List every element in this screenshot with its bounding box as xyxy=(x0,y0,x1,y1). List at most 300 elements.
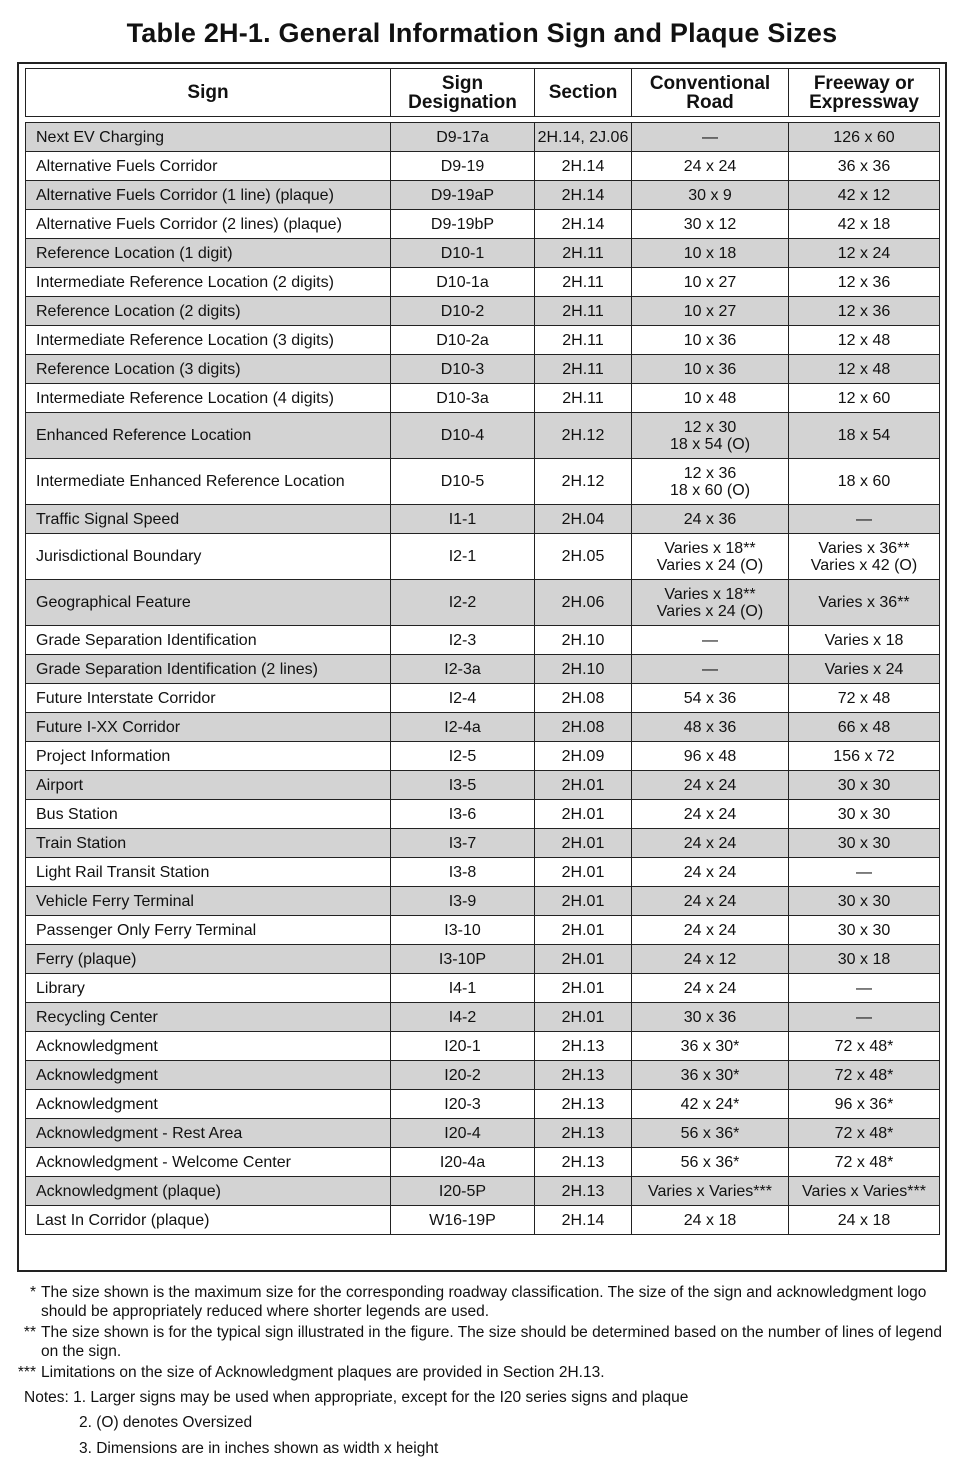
cell-line: 10 x 27 xyxy=(683,302,737,320)
table-row xyxy=(26,829,940,858)
cell-line: 156 x 72 xyxy=(833,747,895,765)
sign-name-cell: Project Information xyxy=(26,742,391,771)
conventional-road-cell xyxy=(632,268,789,297)
sign-designation-cell: D9-19 xyxy=(391,152,535,181)
sign-designation-cell: I2-3a xyxy=(391,655,535,684)
section-cell: 2H.08 xyxy=(535,713,632,742)
table-row xyxy=(26,974,940,1003)
sign-designation-cell: D10-1 xyxy=(391,239,535,268)
cell-line: 36 x 30* xyxy=(680,1066,740,1084)
cell-line: 24 x 24 xyxy=(683,805,737,823)
cell-line: Varies x 36** xyxy=(818,539,910,557)
table-row xyxy=(26,459,940,505)
sign-designation-cell: I2-1 xyxy=(391,534,535,580)
section-cell: 2H.01 xyxy=(535,858,632,887)
cell-line: Varies x Varies*** xyxy=(802,1182,926,1200)
freeway-expressway-cell xyxy=(789,771,940,800)
sign-designation-cell: I3-8 xyxy=(391,858,535,887)
header-label: Sign xyxy=(441,72,484,94)
sign-name-cell: Passenger Only Ferry Terminal xyxy=(26,916,391,945)
table-row xyxy=(26,1119,940,1148)
cell-line: 96 x 36* xyxy=(834,1095,894,1113)
section-cell: 2H.13 xyxy=(535,1090,632,1119)
freeway-expressway-cell xyxy=(789,742,940,771)
table-title: Table 2H-1. General Information Sign and Plaque Sizes xyxy=(126,18,838,48)
cell-line: 56 x 36* xyxy=(680,1124,740,1142)
sign-designation-cell: I2-4a xyxy=(391,713,535,742)
freeway-expressway-cell xyxy=(789,945,940,974)
cell-line: Varies x 36** xyxy=(818,594,910,611)
cell-line: 24 x 24 xyxy=(683,892,737,910)
conventional-road-cell xyxy=(632,210,789,239)
sign-designation-cell: I20-5P xyxy=(391,1177,535,1206)
cell-line: 66 x 48 xyxy=(837,718,891,736)
conventional-road-cell xyxy=(632,626,789,655)
sign-designation-cell: I2-4 xyxy=(391,684,535,713)
header-label: Conventional xyxy=(649,72,771,94)
conventional-road-cell xyxy=(632,459,789,505)
sign-name-cell: Reference Location (1 digit) xyxy=(26,239,391,268)
freeway-expressway-cell xyxy=(789,384,940,413)
sign-name-cell: Acknowledgment xyxy=(26,1061,391,1090)
section-cell: 2H.13 xyxy=(535,1032,632,1061)
table-row xyxy=(26,887,940,916)
cell-line: 24 x 24 xyxy=(683,979,737,997)
sign-name-cell: Grade Separation Identification xyxy=(26,626,391,655)
conventional-road-cell xyxy=(632,1177,789,1206)
sign-name-cell: Bus Station xyxy=(26,800,391,829)
sign-name-cell: Alternative Fuels Corridor (1 line) (plaque) xyxy=(26,181,391,210)
table-row xyxy=(26,534,940,580)
section-cell: 2H.12 xyxy=(535,459,632,505)
sign-name-cell: Reference Location (3 digits) xyxy=(26,355,391,384)
cell-line: 12 x 36 xyxy=(837,302,891,320)
section-cell: 2H.11 xyxy=(535,297,632,326)
table-row xyxy=(26,181,940,210)
sign-designation-cell: D10-4 xyxy=(391,413,535,459)
freeway-expressway-cell xyxy=(789,858,940,887)
sign-name-cell: Library xyxy=(26,974,391,1003)
freeway-expressway-cell xyxy=(789,580,940,626)
section-cell: 2H.11 xyxy=(535,239,632,268)
cell-line: 24 x 18 xyxy=(837,1211,891,1229)
table-row xyxy=(26,326,940,355)
cell-line: 30 x 30 xyxy=(837,921,891,939)
cell-line: 30 x 9 xyxy=(688,186,732,204)
cell-line: 10 x 27 xyxy=(683,273,737,291)
sign-name-cell: Future Interstate Corridor xyxy=(26,684,391,713)
sign-designation-cell: I20-4a xyxy=(391,1148,535,1177)
freeway-expressway-cell xyxy=(789,800,940,829)
cell-line: 10 x 36 xyxy=(683,331,737,349)
note-1: Notes: 1. Larger signs may be used when appropriate, except for the I20 series signs and plaque xyxy=(24,1389,689,1406)
sign-designation-cell: D10-5 xyxy=(391,459,535,505)
cell-line: 12 x 48 xyxy=(837,331,891,349)
header-row xyxy=(26,69,940,117)
sign-designation-cell: D9-17a xyxy=(391,123,535,152)
sign-name-cell: Intermediate Reference Location (2 digits) xyxy=(26,268,391,297)
table-row xyxy=(26,1206,940,1235)
cell-line: 24 x 24 xyxy=(683,863,737,881)
sign-name-cell: Acknowledgment (plaque) xyxy=(26,1177,391,1206)
sign-name-cell: Alternative Fuels Corridor xyxy=(26,152,391,181)
table-row xyxy=(26,1032,940,1061)
cell-line: 10 x 18 xyxy=(683,244,737,262)
table-row xyxy=(26,684,940,713)
freeway-expressway-cell xyxy=(789,1148,940,1177)
cell-line: — xyxy=(702,631,718,649)
sign-designation-cell: I3-9 xyxy=(391,887,535,916)
cell-line: 12 x 36 xyxy=(683,464,737,482)
cell-line: 56 x 36* xyxy=(680,1153,740,1171)
cell-line: — xyxy=(702,660,718,678)
conventional-road-cell xyxy=(632,534,789,580)
conventional-road-cell xyxy=(632,580,789,626)
section-cell: 2H.06 xyxy=(535,580,632,626)
sign-name-cell: Train Station xyxy=(26,829,391,858)
sign-designation-cell: I2-2 xyxy=(391,580,535,626)
freeway-expressway-cell xyxy=(789,534,940,580)
sign-designation-cell: I20-3 xyxy=(391,1090,535,1119)
cell-line: Varies x 24 (O) xyxy=(656,556,764,574)
section-cell: 2H.13 xyxy=(535,1119,632,1148)
conventional-road-cell xyxy=(632,326,789,355)
table-body xyxy=(26,117,940,1235)
table-row xyxy=(26,1148,940,1177)
conventional-road-cell xyxy=(632,655,789,684)
conventional-road-cell xyxy=(632,1206,789,1235)
sign-designation-cell: I1-1 xyxy=(391,505,535,534)
freeway-expressway-cell xyxy=(789,1177,940,1206)
section-cell: 2H.05 xyxy=(535,534,632,580)
table-row xyxy=(26,945,940,974)
header-label: Section xyxy=(548,82,618,103)
conventional-road-cell xyxy=(632,800,789,829)
sign-size-table xyxy=(25,68,940,1235)
cell-line: — xyxy=(856,979,872,997)
sign-designation-cell: D10-3 xyxy=(391,355,535,384)
conventional-road-cell xyxy=(632,355,789,384)
section-cell: 2H.11 xyxy=(535,355,632,384)
table-row xyxy=(26,771,940,800)
table-row xyxy=(26,123,940,152)
cell-line: Varies x 18** xyxy=(664,539,756,557)
cell-line: Varies x 42 (O) xyxy=(810,556,918,574)
cell-line: 72 x 48* xyxy=(834,1066,894,1084)
table-row xyxy=(26,858,940,887)
table-row xyxy=(26,916,940,945)
conventional-road-cell xyxy=(632,297,789,326)
cell-line: 18 x 60 (O) xyxy=(669,481,751,499)
sign-name-cell: Future I-XX Corridor xyxy=(26,713,391,742)
conventional-road-cell xyxy=(632,1003,789,1032)
freeway-expressway-cell xyxy=(789,1090,940,1119)
sign-name-cell: Geographical Feature xyxy=(26,580,391,626)
table-row xyxy=(26,800,940,829)
sign-name-cell: Intermediate Enhanced Reference Location xyxy=(26,459,391,505)
sign-name-cell: Light Rail Transit Station xyxy=(26,858,391,887)
sign-name-cell: Acknowledgment xyxy=(26,1032,391,1061)
table-row xyxy=(26,268,940,297)
conventional-road-cell xyxy=(632,1032,789,1061)
cell-line: 12 x 48 xyxy=(837,360,891,378)
conventional-road-cell xyxy=(632,123,789,152)
cell-line: 10 x 48 xyxy=(683,389,737,407)
conventional-road-cell xyxy=(632,945,789,974)
table-row xyxy=(26,1061,940,1090)
freeway-expressway-cell xyxy=(789,123,940,152)
freeway-expressway-cell xyxy=(789,239,940,268)
section-cell: 2H.09 xyxy=(535,742,632,771)
section-cell: 2H.10 xyxy=(535,626,632,655)
cell-line: 54 x 36 xyxy=(683,689,737,707)
section-cell: 2H.01 xyxy=(535,800,632,829)
cell-line: 24 x 24 xyxy=(683,157,737,175)
section-cell: 2H.01 xyxy=(535,1003,632,1032)
section-cell: 2H.01 xyxy=(535,945,632,974)
table-row xyxy=(26,210,940,239)
table-row xyxy=(26,384,940,413)
section-cell: 2H.14 xyxy=(535,181,632,210)
section-cell: 2H.13 xyxy=(535,1177,632,1206)
header-label: Sign xyxy=(187,82,229,103)
conventional-road-cell xyxy=(632,1119,789,1148)
cell-line: Varies x 24 (O) xyxy=(656,602,764,620)
cell-line: 42 x 12 xyxy=(837,186,891,204)
sign-designation-cell: I3-7 xyxy=(391,829,535,858)
conventional-road-cell xyxy=(632,1090,789,1119)
conventional-road-cell xyxy=(632,829,789,858)
table-row xyxy=(26,413,940,459)
freeway-expressway-cell xyxy=(789,829,940,858)
sign-designation-cell: I2-5 xyxy=(391,742,535,771)
table-row xyxy=(26,713,940,742)
cell-line: — xyxy=(856,1008,872,1026)
conventional-road-cell xyxy=(632,713,789,742)
sign-designation-cell: W16-19P xyxy=(391,1206,535,1235)
conventional-road-cell xyxy=(632,916,789,945)
freeway-expressway-cell xyxy=(789,297,940,326)
sign-designation-cell: I3-10 xyxy=(391,916,535,945)
cell-line: Varies x Varies*** xyxy=(648,1182,772,1200)
cell-line: 10 x 36 xyxy=(683,360,737,378)
sign-name-cell: Airport xyxy=(26,771,391,800)
cell-line: 30 x 30 xyxy=(837,805,891,823)
table-row xyxy=(26,1177,940,1206)
freeway-expressway-cell xyxy=(789,655,940,684)
section-cell: 2H.11 xyxy=(535,326,632,355)
freeway-expressway-cell xyxy=(789,684,940,713)
section-cell: 2H.01 xyxy=(535,829,632,858)
header-freeway-expressway xyxy=(789,69,940,117)
cell-line: 36 x 30* xyxy=(680,1037,740,1055)
header-conventional-road xyxy=(632,69,789,117)
sign-name-cell: Recycling Center xyxy=(26,1003,391,1032)
header-label: Freeway or xyxy=(813,72,915,94)
footnote-text: Limitations on the size of Acknowledgment plaques are provided in Section 2H.13. xyxy=(41,1364,605,1381)
table-row xyxy=(26,580,940,626)
cell-line: 30 x 18 xyxy=(837,950,891,968)
footnote-mark: * xyxy=(29,1284,36,1301)
conventional-road-cell xyxy=(632,858,789,887)
section-cell: 2H.14 xyxy=(535,1206,632,1235)
freeway-expressway-cell xyxy=(789,974,940,1003)
sign-name-cell: Alternative Fuels Corridor (2 lines) (plaque) xyxy=(26,210,391,239)
section-cell: 2H.11 xyxy=(535,384,632,413)
cell-line: 30 x 12 xyxy=(683,215,737,233)
sign-designation-cell: I4-1 xyxy=(391,974,535,1003)
cell-line: 72 x 48* xyxy=(834,1153,894,1171)
section-cell: 2H.08 xyxy=(535,684,632,713)
footnote-text: The size shown is for the typical sign illustrated in the figure. The size should be determined based on the number of lines of legend on the sign. xyxy=(41,1324,942,1360)
freeway-expressway-cell xyxy=(789,626,940,655)
cell-line: 24 x 24 xyxy=(683,921,737,939)
conventional-road-cell xyxy=(632,974,789,1003)
header-sign-designation xyxy=(391,69,535,117)
cell-line: 24 x 36 xyxy=(683,510,737,528)
sign-designation-cell: D10-2 xyxy=(391,297,535,326)
cell-line: 42 x 18 xyxy=(837,215,891,233)
section-cell: 2H.14 xyxy=(535,210,632,239)
cell-line: 48 x 36 xyxy=(683,718,737,736)
section-cell: 2H.10 xyxy=(535,655,632,684)
freeway-expressway-cell xyxy=(789,268,940,297)
freeway-expressway-cell xyxy=(789,887,940,916)
table-row xyxy=(26,655,940,684)
conventional-road-cell xyxy=(632,771,789,800)
section-cell: 2H.13 xyxy=(535,1061,632,1090)
cell-line: 18 x 54 xyxy=(837,427,891,444)
cell-line: 24 x 18 xyxy=(683,1211,737,1229)
table-row xyxy=(26,297,940,326)
sign-designation-cell: I3-10P xyxy=(391,945,535,974)
section-cell: 2H.14 xyxy=(535,152,632,181)
freeway-expressway-cell xyxy=(789,1119,940,1148)
cell-line: — xyxy=(702,128,718,146)
footnote-text: The size shown is the maximum size for the corresponding roadway classification. The size of the sign and acknowledgment logo should be appropriately reduced where shorter legends are used. xyxy=(41,1284,927,1320)
sign-designation-cell: I2-3 xyxy=(391,626,535,655)
cell-line: 12 x 24 xyxy=(837,244,891,262)
sign-name-cell: Intermediate Reference Location (4 digits) xyxy=(26,384,391,413)
conventional-road-cell xyxy=(632,505,789,534)
table-row xyxy=(26,626,940,655)
section-cell: 2H.01 xyxy=(535,974,632,1003)
freeway-expressway-cell xyxy=(789,1003,940,1032)
sign-designation-cell: D10-1a xyxy=(391,268,535,297)
note-3: 3. Dimensions are in inches shown as width x height xyxy=(79,1440,439,1457)
header-sign xyxy=(26,69,391,117)
header-label: Road xyxy=(686,91,734,113)
sign-name-cell: Intermediate Reference Location (3 digits) xyxy=(26,326,391,355)
cell-line: 18 x 54 (O) xyxy=(669,435,751,453)
sign-designation-cell: I20-1 xyxy=(391,1032,535,1061)
sign-designation-cell: D10-2a xyxy=(391,326,535,355)
cell-line: 18 x 60 xyxy=(837,473,891,490)
cell-line: 30 x 30 xyxy=(837,892,891,910)
sign-name-cell: Jurisdictional Boundary xyxy=(26,534,391,580)
conventional-road-cell xyxy=(632,413,789,459)
sign-designation-cell: I3-6 xyxy=(391,800,535,829)
conventional-road-cell xyxy=(632,742,789,771)
conventional-road-cell xyxy=(632,684,789,713)
cell-line: 30 x 36 xyxy=(683,1008,737,1026)
freeway-expressway-cell xyxy=(789,210,940,239)
sign-name-cell: Acknowledgment - Welcome Center xyxy=(26,1148,391,1177)
sign-name-cell: Last In Corridor (plaque) xyxy=(26,1206,391,1235)
freeway-expressway-cell xyxy=(789,459,940,505)
cell-line: 36 x 36 xyxy=(837,157,891,175)
cell-line: Varies x 18** xyxy=(664,585,756,603)
section-cell: 2H.12 xyxy=(535,413,632,459)
sign-name-cell: Traffic Signal Speed xyxy=(26,505,391,534)
conventional-road-cell xyxy=(632,181,789,210)
sign-name-cell: Reference Location (2 digits) xyxy=(26,297,391,326)
sign-designation-cell: I3-5 xyxy=(391,771,535,800)
conventional-road-cell xyxy=(632,239,789,268)
section-cell: 2H.14, 2J.06 xyxy=(535,123,632,152)
sign-name-cell: Vehicle Ferry Terminal xyxy=(26,887,391,916)
freeway-expressway-cell xyxy=(789,181,940,210)
sign-designation-cell: I4-2 xyxy=(391,1003,535,1032)
freeway-expressway-cell xyxy=(789,355,940,384)
cell-line: 72 x 48* xyxy=(834,1037,894,1055)
table-row xyxy=(26,1003,940,1032)
cell-line: 12 x 30 xyxy=(683,418,737,436)
freeway-expressway-cell xyxy=(789,916,940,945)
table-row xyxy=(26,742,940,771)
freeway-expressway-cell xyxy=(789,505,940,534)
section-cell: 2H.04 xyxy=(535,505,632,534)
freeway-expressway-cell xyxy=(789,326,940,355)
header-section xyxy=(535,69,632,117)
header-label: Expressway xyxy=(809,91,919,113)
cell-line: 30 x 30 xyxy=(837,776,891,794)
section-cell: 2H.01 xyxy=(535,916,632,945)
cell-line: 30 x 30 xyxy=(837,834,891,852)
conventional-road-cell xyxy=(632,1061,789,1090)
cell-line: 96 x 48 xyxy=(683,747,737,765)
section-cell: 2H.11 xyxy=(535,268,632,297)
sign-name-cell: Acknowledgment - Rest Area xyxy=(26,1119,391,1148)
conventional-road-cell xyxy=(632,887,789,916)
cell-line: — xyxy=(856,510,872,528)
conventional-road-cell xyxy=(632,152,789,181)
cell-line: 12 x 36 xyxy=(837,273,891,291)
sign-designation-cell: I20-2 xyxy=(391,1061,535,1090)
sign-name-cell: Enhanced Reference Location xyxy=(26,413,391,459)
sign-designation-cell: I20-4 xyxy=(391,1119,535,1148)
freeway-expressway-cell xyxy=(789,152,940,181)
cell-line: Varies x 24 xyxy=(824,660,904,678)
cell-line: 72 x 48 xyxy=(837,689,891,707)
table-row xyxy=(26,152,940,181)
sign-name-cell: Next EV Charging xyxy=(26,123,391,152)
header-label: Designation xyxy=(408,91,517,113)
sign-name-cell: Ferry (plaque) xyxy=(26,945,391,974)
cell-line: 126 x 60 xyxy=(833,128,895,146)
note-2: 2. (O) denotes Oversized xyxy=(79,1414,253,1431)
section-cell: 2H.01 xyxy=(535,887,632,916)
footnote-mark: ** xyxy=(23,1324,36,1341)
cell-line: Varies x 18 xyxy=(824,631,904,649)
section-cell: 2H.13 xyxy=(535,1148,632,1177)
cell-line: 24 x 24 xyxy=(683,834,737,852)
conventional-road-cell xyxy=(632,1148,789,1177)
table-row xyxy=(26,1090,940,1119)
cell-line: 42 x 24* xyxy=(680,1095,740,1113)
freeway-expressway-cell xyxy=(789,1206,940,1235)
conventional-road-cell xyxy=(632,384,789,413)
